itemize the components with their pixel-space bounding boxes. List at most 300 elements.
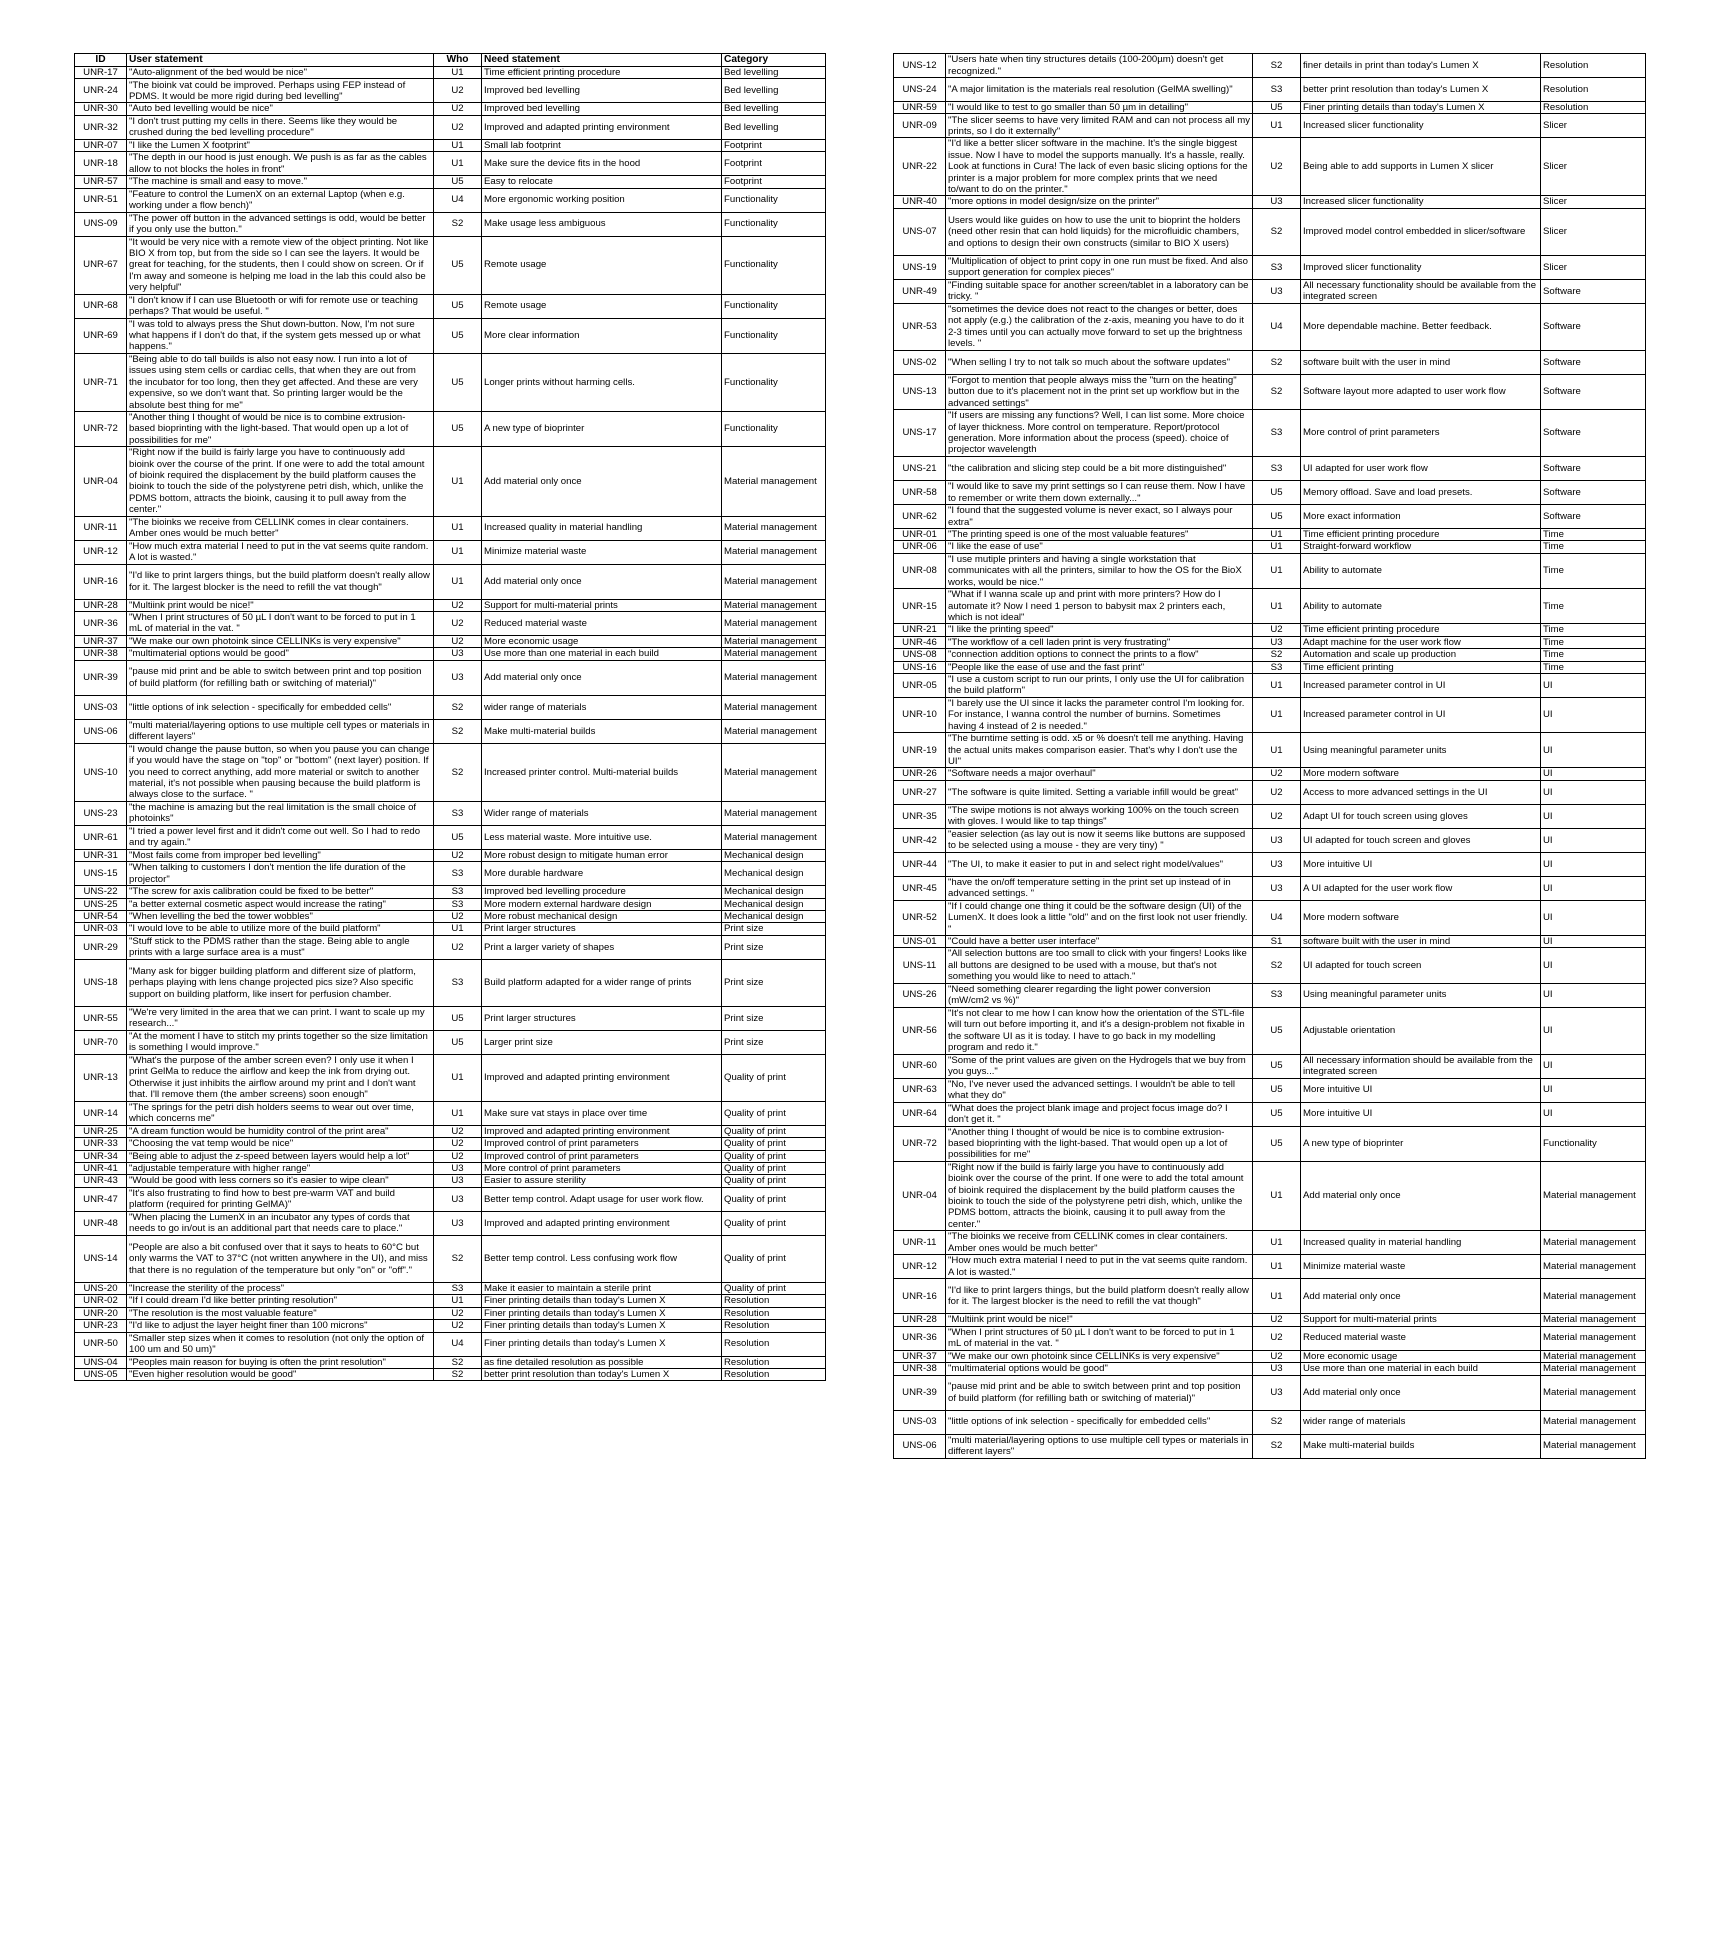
table-row xyxy=(894,1161,1646,1230)
cell-who: U1 xyxy=(434,564,482,599)
cell-who: U3 xyxy=(1253,828,1301,852)
cell-user-statement: "easier selection (as lay out is now it seems like buttons are supposed to be selected using a mouse - they are very tiny) " xyxy=(946,828,1253,852)
cell-category: Quality of print xyxy=(722,1211,826,1235)
table-row xyxy=(75,825,826,849)
cell-user-statement: "The slicer seems to have very limited RAM and can not process all my prints, so I do it externally" xyxy=(946,114,1253,138)
cell-user-statement: "Many ask for bigger building platform and different size of platform, perhaps playing with lens change projected pics size? Also specific support on building platform, like insert for perfusion chamber. xyxy=(127,959,434,1006)
cell-user-statement: "How much extra material I need to put in the vat seems quite random. A lot is wasted." xyxy=(127,540,434,564)
cell-need-statement: Software layout more adapted to user work flow xyxy=(1301,374,1541,409)
cell-who: U1 xyxy=(434,540,482,564)
cell-user-statement: "Right now if the build is fairly large you have to continuously add bioink over the course of the print. If one were to add the total amount of bioink required the displacement by the build platform causes the bioink to touch the side of the polystyrene petri dish, which, unlike the PDMS bottom, attracts the bioink, causing it to pull away from the center." xyxy=(946,1161,1253,1230)
cell-category: Quality of print xyxy=(722,1101,826,1125)
cell-who: U5 xyxy=(1253,481,1301,505)
cell-need-statement: Using meaningful parameter units xyxy=(1301,733,1541,768)
cell-who: U3 xyxy=(1253,1363,1301,1375)
cell-user-statement: "We make our own photoink since CELLINKs is very expensive" xyxy=(127,635,434,647)
cell-who: U2 xyxy=(1253,804,1301,828)
cell-need-statement: Finer printing details than today's Lumen X xyxy=(482,1332,722,1356)
table-row xyxy=(894,1054,1646,1078)
cell-id: UNR-42 xyxy=(894,828,946,852)
cell-id: UNR-52 xyxy=(894,900,946,935)
cell-category: Slicer xyxy=(1541,114,1646,138)
cell-id: UNR-03 xyxy=(75,923,127,935)
cell-category: Material management xyxy=(1541,1255,1646,1279)
cell-who: U2 xyxy=(434,115,482,139)
cell-category: Footprint xyxy=(722,139,826,151)
table-header-row xyxy=(75,54,826,67)
cell-need-statement: Improved and adapted printing environment xyxy=(482,1054,722,1101)
table-row xyxy=(894,673,1646,697)
cell-category: Resolution xyxy=(722,1368,826,1380)
cell-need-statement: Print a larger variety of shapes xyxy=(482,935,722,959)
table-row xyxy=(75,1163,826,1175)
cell-user-statement: "Choosing the vat temp would be nice" xyxy=(127,1138,434,1150)
cell-who: U1 xyxy=(434,67,482,79)
cell-who: U2 xyxy=(434,1138,482,1150)
cell-who: U2 xyxy=(434,1320,482,1332)
cell-category: Material management xyxy=(722,743,826,801)
cell-id: UNS-18 xyxy=(75,959,127,1006)
cell-id: UNR-59 xyxy=(894,102,946,114)
cell-need-statement: A new type of bioprinter xyxy=(1301,1126,1541,1161)
cell-id: UNR-19 xyxy=(894,733,946,768)
cell-who: U5 xyxy=(1253,1007,1301,1054)
cell-user-statement: "Users hate when tiny structures details (100-200µm) doesn't get recognized." xyxy=(946,54,1253,78)
cell-who: U3 xyxy=(1253,852,1301,876)
cell-who: S2 xyxy=(434,1235,482,1282)
cell-id: UNR-50 xyxy=(75,1332,127,1356)
cell-category: Material management xyxy=(722,447,826,516)
cell-user-statement: "Another thing I thought of would be nice is to combine extrusion-based bioprinting with the light-based. That would open up a lot of possibilities for me" xyxy=(127,411,434,446)
cell-need-statement: More intuitive UI xyxy=(1301,852,1541,876)
cell-user-statement: "No, I've never used the advanced settings. I wouldn't be able to tell what they do" xyxy=(946,1078,1253,1102)
cell-id: UNS-09 xyxy=(75,212,127,236)
table-row xyxy=(75,447,826,516)
cell-id: UNS-12 xyxy=(894,54,946,78)
cell-category: Functionality xyxy=(722,353,826,411)
cell-id: UNS-14 xyxy=(75,1235,127,1282)
table-row xyxy=(894,1007,1646,1054)
cell-user-statement: "multi material/layering options to use multiple cell types or materials in different layers" xyxy=(127,719,434,743)
cell-need-statement: More modern software xyxy=(1301,900,1541,935)
cell-user-statement: "At the moment I have to stitch my prints together so the size limitation is something I would improve." xyxy=(127,1030,434,1054)
cell-id: UNR-72 xyxy=(894,1126,946,1161)
cell-user-statement: "Increase the sterility of the process" xyxy=(127,1282,434,1294)
cell-user-statement: "How much extra material I need to put in the vat seems quite random. A lot is wasted." xyxy=(946,1255,1253,1279)
cell-category: Quality of print xyxy=(722,1282,826,1294)
cell-category: Print size xyxy=(722,935,826,959)
cell-need-statement: software built with the user in mind xyxy=(1301,936,1541,948)
cell-need-statement: Ability to automate xyxy=(1301,589,1541,624)
table-row xyxy=(894,1126,1646,1161)
cell-need-statement: More clear information xyxy=(482,318,722,353)
cell-user-statement: "What does the project blank image and project focus image do? I don't get it. " xyxy=(946,1102,1253,1126)
cell-id: UNR-10 xyxy=(894,697,946,732)
cell-need-statement: More modern external hardware design xyxy=(482,898,722,910)
cell-need-statement: More control of print parameters xyxy=(1301,410,1541,457)
table-row xyxy=(894,661,1646,673)
cell-category: Software xyxy=(1541,350,1646,374)
cell-id: UNR-05 xyxy=(894,673,946,697)
cell-user-statement: "I would like to test to go smaller than 50 µm in detailing" xyxy=(946,102,1253,114)
cell-category: UI xyxy=(1541,1078,1646,1102)
cell-need-statement: Time efficient printing procedure xyxy=(1301,529,1541,541)
cell-who: U2 xyxy=(1253,780,1301,804)
cell-id: UNR-04 xyxy=(75,447,127,516)
table-row xyxy=(75,1125,826,1137)
cell-user-statement: "connection addition options to connect the prints to a flow" xyxy=(946,649,1253,661)
cell-category: Functionality xyxy=(722,294,826,318)
table-row xyxy=(894,303,1646,350)
cell-category: Quality of print xyxy=(722,1125,826,1137)
table-row xyxy=(894,279,1646,303)
cell-who: U2 xyxy=(1253,1314,1301,1326)
cell-user-statement: "Multiink print would be nice!" xyxy=(127,599,434,611)
cell-id: UNR-35 xyxy=(894,804,946,828)
table-row xyxy=(75,1211,826,1235)
cell-category: UI xyxy=(1541,733,1646,768)
cell-user-statement: "When selling I try to not talk so much about the software updates" xyxy=(946,350,1253,374)
table-row xyxy=(894,697,1646,732)
table-row xyxy=(75,695,826,719)
cell-who: U1 xyxy=(434,152,482,176)
cell-category: Material management xyxy=(1541,1326,1646,1350)
cell-need-statement: Improved and adapted printing environment xyxy=(482,1125,722,1137)
cell-who: S3 xyxy=(434,959,482,1006)
cell-id: UNS-25 xyxy=(75,898,127,910)
cell-user-statement: "a better external cosmetic aspect would increase the rating" xyxy=(127,898,434,910)
cell-who: U4 xyxy=(434,1332,482,1356)
cell-user-statement: "The depth in our hood is just enough. We push is as far as the cables allow to not blocks the holes in front" xyxy=(127,152,434,176)
cell-user-statement: "People are also a bit confused over that it says to heats to 60°C but only warms the VAT to 37°C (not written anywhere in the UI), and miss that there is no regulation of the temperature but only "on" or "off"." xyxy=(127,1235,434,1282)
cell-who: S3 xyxy=(434,862,482,886)
cell-who: U2 xyxy=(1253,1326,1301,1350)
cell-need-statement: A UI adapted for the user work flow xyxy=(1301,876,1541,900)
cell-user-statement: "I would like to save my print settings so I can reuse them. Now I have to remember or write them down externally..." xyxy=(946,481,1253,505)
table-row xyxy=(75,411,826,446)
cell-id: UNR-70 xyxy=(75,1030,127,1054)
cell-user-statement: "little options of ink selection - specifically for embedded cells" xyxy=(946,1410,1253,1434)
cell-need-statement: Improved and adapted printing environment xyxy=(482,1211,722,1235)
cell-user-statement: "multimaterial options would be good" xyxy=(127,648,434,660)
cell-who: U2 xyxy=(1253,624,1301,636)
cell-who: U2 xyxy=(434,935,482,959)
cell-category: Bed levelling xyxy=(722,67,826,79)
cell-id: UNR-64 xyxy=(894,1102,946,1126)
table-row xyxy=(894,1314,1646,1326)
cell-user-statement: "I'd like a better slicer software in the machine. It's the single biggest issue. Now I have to model the supports manually. It's a hassle, really. Look at functions in Cura! The lack of even basic slicing options for the printer is a major problem for more complex prints that we need to/want to do on the printer." xyxy=(946,138,1253,196)
cell-category: UI xyxy=(1541,948,1646,983)
cell-category: Material management xyxy=(722,599,826,611)
cell-user-statement: "little options of ink selection - specifically for embedded cells" xyxy=(127,695,434,719)
cell-who: U1 xyxy=(434,516,482,540)
cell-user-statement: "The machine is small and easy to move." xyxy=(127,176,434,188)
cell-user-statement: "The springs for the petri dish holders seems to wear out over time, which concerns me" xyxy=(127,1101,434,1125)
cell-user-statement: "Auto-alignment of the bed would be nice" xyxy=(127,67,434,79)
cell-who: U1 xyxy=(1253,541,1301,553)
cell-who: U3 xyxy=(1253,196,1301,208)
cell-need-statement: Add material only once xyxy=(482,564,722,599)
cell-need-statement: Make sure vat stays in place over time xyxy=(482,1101,722,1125)
cell-user-statement: "Even higher resolution would be good" xyxy=(127,1368,434,1380)
cell-user-statement: "Forgot to mention that people always miss the "turn on the heating" button due to it's placement not in the print set up workflow but in the advanced settings" xyxy=(946,374,1253,409)
table-row xyxy=(894,1410,1646,1434)
cell-need-statement: Add material only once xyxy=(482,660,722,695)
cell-user-statement: "I was told to always press the Shut down-button. Now, I'm not sure what happens if I don't do that, if the system gets messed up or what happens." xyxy=(127,318,434,353)
cell-category: Material management xyxy=(1541,1350,1646,1362)
cell-id: UNS-02 xyxy=(894,350,946,374)
cell-category: UI xyxy=(1541,780,1646,804)
cell-who: U1 xyxy=(434,1054,482,1101)
cell-category: Mechanical design xyxy=(722,898,826,910)
cell-user-statement: "Most fails come from improper bed levelling" xyxy=(127,849,434,861)
table-row xyxy=(75,176,826,188)
cell-who: U2 xyxy=(434,599,482,611)
cell-who: U5 xyxy=(434,353,482,411)
cell-category: UI xyxy=(1541,697,1646,732)
cell-need-statement: Finer printing details than today's Lumen X xyxy=(482,1320,722,1332)
table-row xyxy=(75,540,826,564)
cell-user-statement: "multi material/layering options to use multiple cell types or materials in different layers" xyxy=(946,1434,1253,1458)
cell-user-statement: "It would be very nice with a remote view of the object printing. Not like BIO X from top, but from the side so I can see the layers. It would be great for teaching, for the students, then I could show on screen. Or if I'm away and someone is helping me load in the lab this could also be very helpful" xyxy=(127,236,434,294)
cell-who: U3 xyxy=(434,648,482,660)
table-row xyxy=(894,1375,1646,1410)
table-row xyxy=(894,1255,1646,1279)
column-header-category: Category xyxy=(722,54,826,67)
cell-need-statement: Make multi-material builds xyxy=(482,719,722,743)
cell-id: UNS-03 xyxy=(75,695,127,719)
table-row xyxy=(75,318,826,353)
cell-category: Software xyxy=(1541,481,1646,505)
cell-need-statement: Finer printing details than today's Lumen X xyxy=(1301,102,1541,114)
table-row xyxy=(75,1307,826,1319)
cell-user-statement: "Being able to do tall builds is also not easy now. I run into a lot of issues using stem cells or cardiac cells, that when they are out from the incubator for too long, then they get affected. And these are very expensive, so we don't want that. So printing larger would be the absolute best thing for me" xyxy=(127,353,434,411)
cell-who: U5 xyxy=(1253,1054,1301,1078)
cell-id: UNS-26 xyxy=(894,983,946,1007)
table-row xyxy=(75,1054,826,1101)
table-row xyxy=(894,138,1646,196)
cell-who: S3 xyxy=(434,886,482,898)
cell-id: UNR-27 xyxy=(894,780,946,804)
cell-user-statement: "Peoples main reason for buying is often the print resolution" xyxy=(127,1356,434,1368)
cell-category: Software xyxy=(1541,374,1646,409)
cell-id: UNR-56 xyxy=(894,1007,946,1054)
cell-category: Material management xyxy=(722,660,826,695)
cell-need-statement: Improved and adapted printing environment xyxy=(482,115,722,139)
user-needs-table-left xyxy=(74,53,826,1381)
cell-id: UNS-07 xyxy=(894,208,946,255)
cell-category: Quality of print xyxy=(722,1187,826,1211)
cell-user-statement: "If users are missing any functions? Well, I can list some. More choice of layer thickness. More control on temperature. Report/protocol generation. More information about the process (speed). choice of projector wavelength xyxy=(946,410,1253,457)
cell-category: UI xyxy=(1541,900,1646,935)
cell-id: UNS-06 xyxy=(75,719,127,743)
cell-need-statement: Finer printing details than today's Lumen X xyxy=(482,1295,722,1307)
cell-need-statement: UI adapted for touch screen xyxy=(1301,948,1541,983)
cell-category: Quality of print xyxy=(722,1163,826,1175)
cell-user-statement: "Software needs a major overhaul" xyxy=(946,768,1253,780)
table-row xyxy=(894,255,1646,279)
cell-id: UNR-33 xyxy=(75,1138,127,1150)
cell-user-statement: "We make our own photoink since CELLINKs is very expensive" xyxy=(946,1350,1253,1362)
cell-need-statement: Improved bed levelling procedure xyxy=(482,886,722,898)
cell-category: Mechanical design xyxy=(722,849,826,861)
table-row xyxy=(894,481,1646,505)
table-row xyxy=(894,948,1646,983)
cell-who: U2 xyxy=(1253,1350,1301,1362)
cell-user-statement: "It's also frustrating to find how to best pre-warm VAT and build platform (required for printing GelMA)" xyxy=(127,1187,434,1211)
cell-need-statement: More modern software xyxy=(1301,768,1541,780)
cell-category: Quality of print xyxy=(722,1235,826,1282)
cell-id: UNR-68 xyxy=(75,294,127,318)
table-row xyxy=(894,1434,1646,1458)
table-row xyxy=(894,828,1646,852)
cell-category: Slicer xyxy=(1541,255,1646,279)
cell-who: S3 xyxy=(1253,78,1301,102)
cell-user-statement: "Auto bed levelling would be nice" xyxy=(127,103,434,115)
cell-need-statement: Increased slicer functionality xyxy=(1301,114,1541,138)
cell-user-statement: "Would be good with less corners so it's easier to wipe clean" xyxy=(127,1175,434,1187)
cell-who: U3 xyxy=(1253,1375,1301,1410)
cell-user-statement: "Being able to adjust the z-speed between layers would help a lot" xyxy=(127,1150,434,1162)
cell-category: Material management xyxy=(1541,1279,1646,1314)
cell-category: UI xyxy=(1541,1054,1646,1078)
cell-id: UNR-16 xyxy=(75,564,127,599)
cell-who: U1 xyxy=(1253,697,1301,732)
cell-user-statement: "Another thing I thought of would be nice is to combine extrusion-based bioprinting with the light-based. That would open up a lot of possibilities for me" xyxy=(946,1126,1253,1161)
table-row xyxy=(894,852,1646,876)
cell-need-statement: Use more than one material in each build xyxy=(1301,1363,1541,1375)
cell-id: UNR-37 xyxy=(75,635,127,647)
cell-user-statement: "Some of the print values are given on the Hydrogels that we buy from you guys..." xyxy=(946,1054,1253,1078)
cell-user-statement: "I found that the suggested volume is never exact, so I always pour extra" xyxy=(946,505,1253,529)
cell-need-statement: Remote usage xyxy=(482,236,722,294)
cell-need-statement: finer details in print than today's Lumen X xyxy=(1301,54,1541,78)
cell-id: UNS-01 xyxy=(894,936,946,948)
cell-id: UNR-49 xyxy=(894,279,946,303)
cell-need-statement: Finer printing details than today's Lumen X xyxy=(482,1307,722,1319)
table-row xyxy=(75,1175,826,1187)
cell-id: UNR-28 xyxy=(894,1314,946,1326)
cell-who: U5 xyxy=(1253,102,1301,114)
cell-user-statement: "Feature to control the LumenX on an external Laptop (when e.g. working under a flow bench)" xyxy=(127,188,434,212)
cell-who: U5 xyxy=(434,1030,482,1054)
cell-category: Slicer xyxy=(1541,208,1646,255)
table-row xyxy=(75,564,826,599)
cell-category: Functionality xyxy=(1541,1126,1646,1161)
cell-need-statement: Being able to add supports in Lumen X slicer xyxy=(1301,138,1541,196)
cell-need-statement: Improved control of print parameters xyxy=(482,1138,722,1150)
cell-id: UNR-29 xyxy=(75,935,127,959)
cell-user-statement: "People like the ease of use and the fast print" xyxy=(946,661,1253,673)
cell-id: UNS-23 xyxy=(75,801,127,825)
table-row xyxy=(894,936,1646,948)
table-row xyxy=(75,1150,826,1162)
table-row xyxy=(75,1282,826,1294)
cell-need-statement: More ergonomic working position xyxy=(482,188,722,212)
cell-user-statement: "The bioinks we receive from CELLINK comes in clear containers. Amber ones would be much better" xyxy=(127,516,434,540)
cell-who: U1 xyxy=(434,1295,482,1307)
cell-id: UNR-45 xyxy=(894,876,946,900)
cell-user-statement: "sometimes the device does not react to the changes or better, does not apply (e.g.) the calibration of the z-axis, meaning you have to do it 2-3 times until you can actually move forward to set up the brightness levels. " xyxy=(946,303,1253,350)
cell-id: UNR-44 xyxy=(894,852,946,876)
cell-category: Quality of print xyxy=(722,1150,826,1162)
cell-user-statement: "Multiplication of object to print copy in one run must be fixed. And also support generation for complex pieces" xyxy=(946,255,1253,279)
cell-id: UNR-47 xyxy=(75,1187,127,1211)
cell-need-statement: Better temp control. Less confusing work flow xyxy=(482,1235,722,1282)
cell-who: U3 xyxy=(434,660,482,695)
cell-user-statement: "When I print structures of 50 µL I don't want to be forced to put in 1 mL of material in the vat. " xyxy=(127,611,434,635)
cell-user-statement: "The power off button in the advanced settings is odd, would be better if you only use the button." xyxy=(127,212,434,236)
table-row xyxy=(894,733,1646,768)
cell-category: Quality of print xyxy=(722,1175,826,1187)
cell-category: Resolution xyxy=(1541,102,1646,114)
cell-category: Material management xyxy=(722,540,826,564)
cell-id: UNR-31 xyxy=(75,849,127,861)
cell-need-statement: Time efficient printing procedure xyxy=(482,67,722,79)
table-row xyxy=(75,1138,826,1150)
cell-user-statement: "All selection buttons are too small to click with your fingers! Looks like all buttons are designed to be used with a mouse, but that's not something you would like to need to attach." xyxy=(946,948,1253,983)
cell-need-statement: UI adapted for touch screen and gloves xyxy=(1301,828,1541,852)
cell-who: U1 xyxy=(434,923,482,935)
cell-id: UNR-28 xyxy=(75,599,127,611)
cell-id: UNR-62 xyxy=(894,505,946,529)
cell-who: S2 xyxy=(434,695,482,719)
cell-need-statement: Add material only once xyxy=(482,447,722,516)
cell-id: UNR-53 xyxy=(894,303,946,350)
cell-user-statement: "If I could change one thing it could be the software design (UI) of the LumenX. It does look a little "old" and on the first look not user friendly. " xyxy=(946,900,1253,935)
table-row xyxy=(894,196,1646,208)
cell-user-statement: "I don't trust putting my cells in there. Seems like they would be crushed during the bed levelling procedure" xyxy=(127,115,434,139)
cell-id: UNR-15 xyxy=(894,589,946,624)
cell-id: UNR-39 xyxy=(75,660,127,695)
cell-need-statement: More robust mechanical design xyxy=(482,911,722,923)
cell-id: UNR-60 xyxy=(894,1054,946,1078)
table-row xyxy=(894,1102,1646,1126)
cell-category: Time xyxy=(1541,661,1646,673)
cell-need-statement: software built with the user in mind xyxy=(1301,350,1541,374)
cell-id: UNR-39 xyxy=(894,1375,946,1410)
cell-need-statement: Wider range of materials xyxy=(482,801,722,825)
cell-category: Functionality xyxy=(722,188,826,212)
cell-need-statement: Time efficient printing xyxy=(1301,661,1541,673)
user-needs-table-right xyxy=(893,53,1646,1459)
cell-who: S2 xyxy=(1253,948,1301,983)
table-row xyxy=(75,67,826,79)
cell-user-statement: "When placing the LumenX in an incubator any types of cords that needs to go in/out is an additional part that needs care to place." xyxy=(127,1211,434,1235)
cell-id: UNR-18 xyxy=(75,152,127,176)
cell-id: UNR-11 xyxy=(75,516,127,540)
cell-category: Print size xyxy=(722,959,826,1006)
cell-user-statement: "Stuff stick to the PDMS rather than the stage. Being able to angle prints with a large surface area is a must" xyxy=(127,935,434,959)
cell-who: S3 xyxy=(434,801,482,825)
cell-category: UI xyxy=(1541,876,1646,900)
cell-user-statement: "The screw for axis calibration could be fixed to be better" xyxy=(127,886,434,898)
cell-need-statement: More economic usage xyxy=(1301,1350,1541,1362)
cell-need-statement: Make it easier to maintain a sterile print xyxy=(482,1282,722,1294)
cell-who: U3 xyxy=(1253,636,1301,648)
cell-who: U2 xyxy=(434,611,482,635)
cell-category: Material management xyxy=(722,695,826,719)
cell-need-statement: Time efficient printing procedure xyxy=(1301,624,1541,636)
cell-user-statement: "The software is quite limited. Setting a variable infill would be great" xyxy=(946,780,1253,804)
cell-who: U2 xyxy=(434,103,482,115)
cell-need-statement: wider range of materials xyxy=(1301,1410,1541,1434)
table-row xyxy=(75,719,826,743)
cell-category: Footprint xyxy=(722,176,826,188)
table-row xyxy=(894,374,1646,409)
cell-need-statement: UI adapted for user work flow xyxy=(1301,457,1541,481)
table-row xyxy=(75,516,826,540)
